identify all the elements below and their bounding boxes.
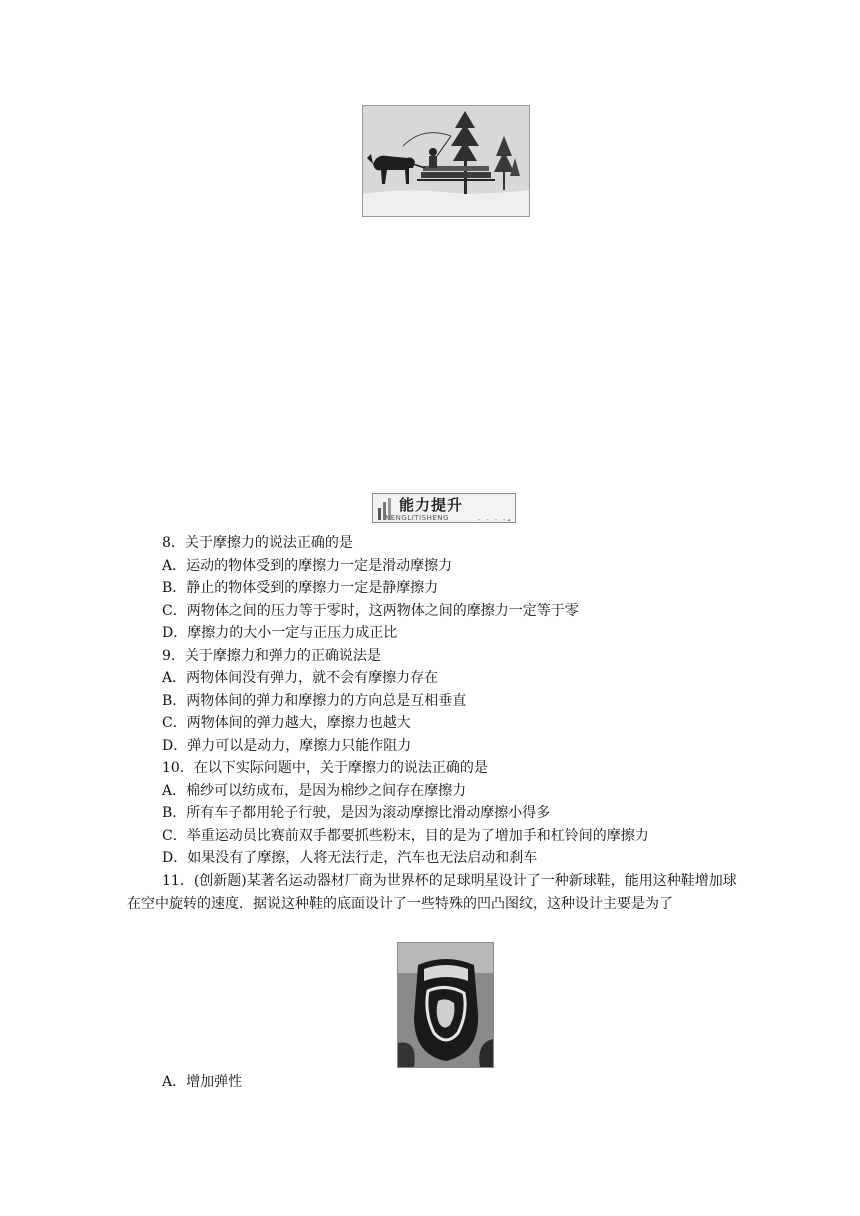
- question-8: 8．关于摩擦力的说法正确的是: [162, 535, 353, 551]
- option-8d: D．摩擦力的大小一定与正压力成正比: [162, 625, 398, 641]
- question-10: 10．在以下实际问题中，关于摩擦力的说法正确的是: [162, 760, 488, 776]
- banner-pinyin: NENGLITISHENG: [385, 514, 449, 522]
- option-8a: A．运动的物体受到的摩擦力一定是滑动摩擦力: [162, 557, 453, 574]
- question-9: 9．关于摩擦力和弹力的正确说法是: [162, 647, 381, 664]
- option-10c: C．举重运动员比赛前双手都要抓些粉末，目的是为了增加手和杠铃间的摩擦力: [162, 827, 649, 844]
- option-10a: A．棉纱可以纺成布，是因为棉纱之间存在摩擦力: [162, 782, 467, 799]
- arrow-icon: - - - -◂: [477, 516, 511, 524]
- banner-title: 能力提升: [399, 496, 464, 514]
- question-11: 11．(创新题)某著名运动器材厂商为世界杯的足球明星设计了一种新球鞋，能用这种鞋增加球在空中旋转的速度．据说这种鞋的底面设计了一些特殊的凹凸图纹，这种设计主要是为了: [127, 873, 737, 912]
- shoe-sole-photo: [397, 942, 494, 1068]
- option-9a: A．两物体间没有弹力，就不会有摩擦力存在: [162, 670, 439, 686]
- option-8c: C．两物体之间的压力等于零时，这两物体之间的摩擦力一定等于零: [162, 602, 579, 619]
- option-9d: D．弹力可以是动力，摩擦力只能作阻力: [162, 737, 412, 754]
- option-10b: B．所有车子都用轮子行驶，是因为滚动摩擦比滑动摩擦小得多: [162, 805, 551, 821]
- option-9b: B．两物体间的弹力和摩擦力的方向总是互相垂直: [162, 692, 467, 709]
- section-banner: [372, 493, 516, 523]
- horse-sled-illustration: [362, 105, 530, 217]
- option-10d: D．如果没有了摩擦，人将无法行走，汽车也无法启动和刹车: [162, 850, 538, 866]
- option-9c: C．两物体间的弹力越大，摩擦力也越大: [162, 715, 411, 731]
- option-8b: B．静止的物体受到的摩擦力一定是静摩擦力: [162, 580, 439, 596]
- option-11a: A．增加弹性: [162, 1074, 243, 1090]
